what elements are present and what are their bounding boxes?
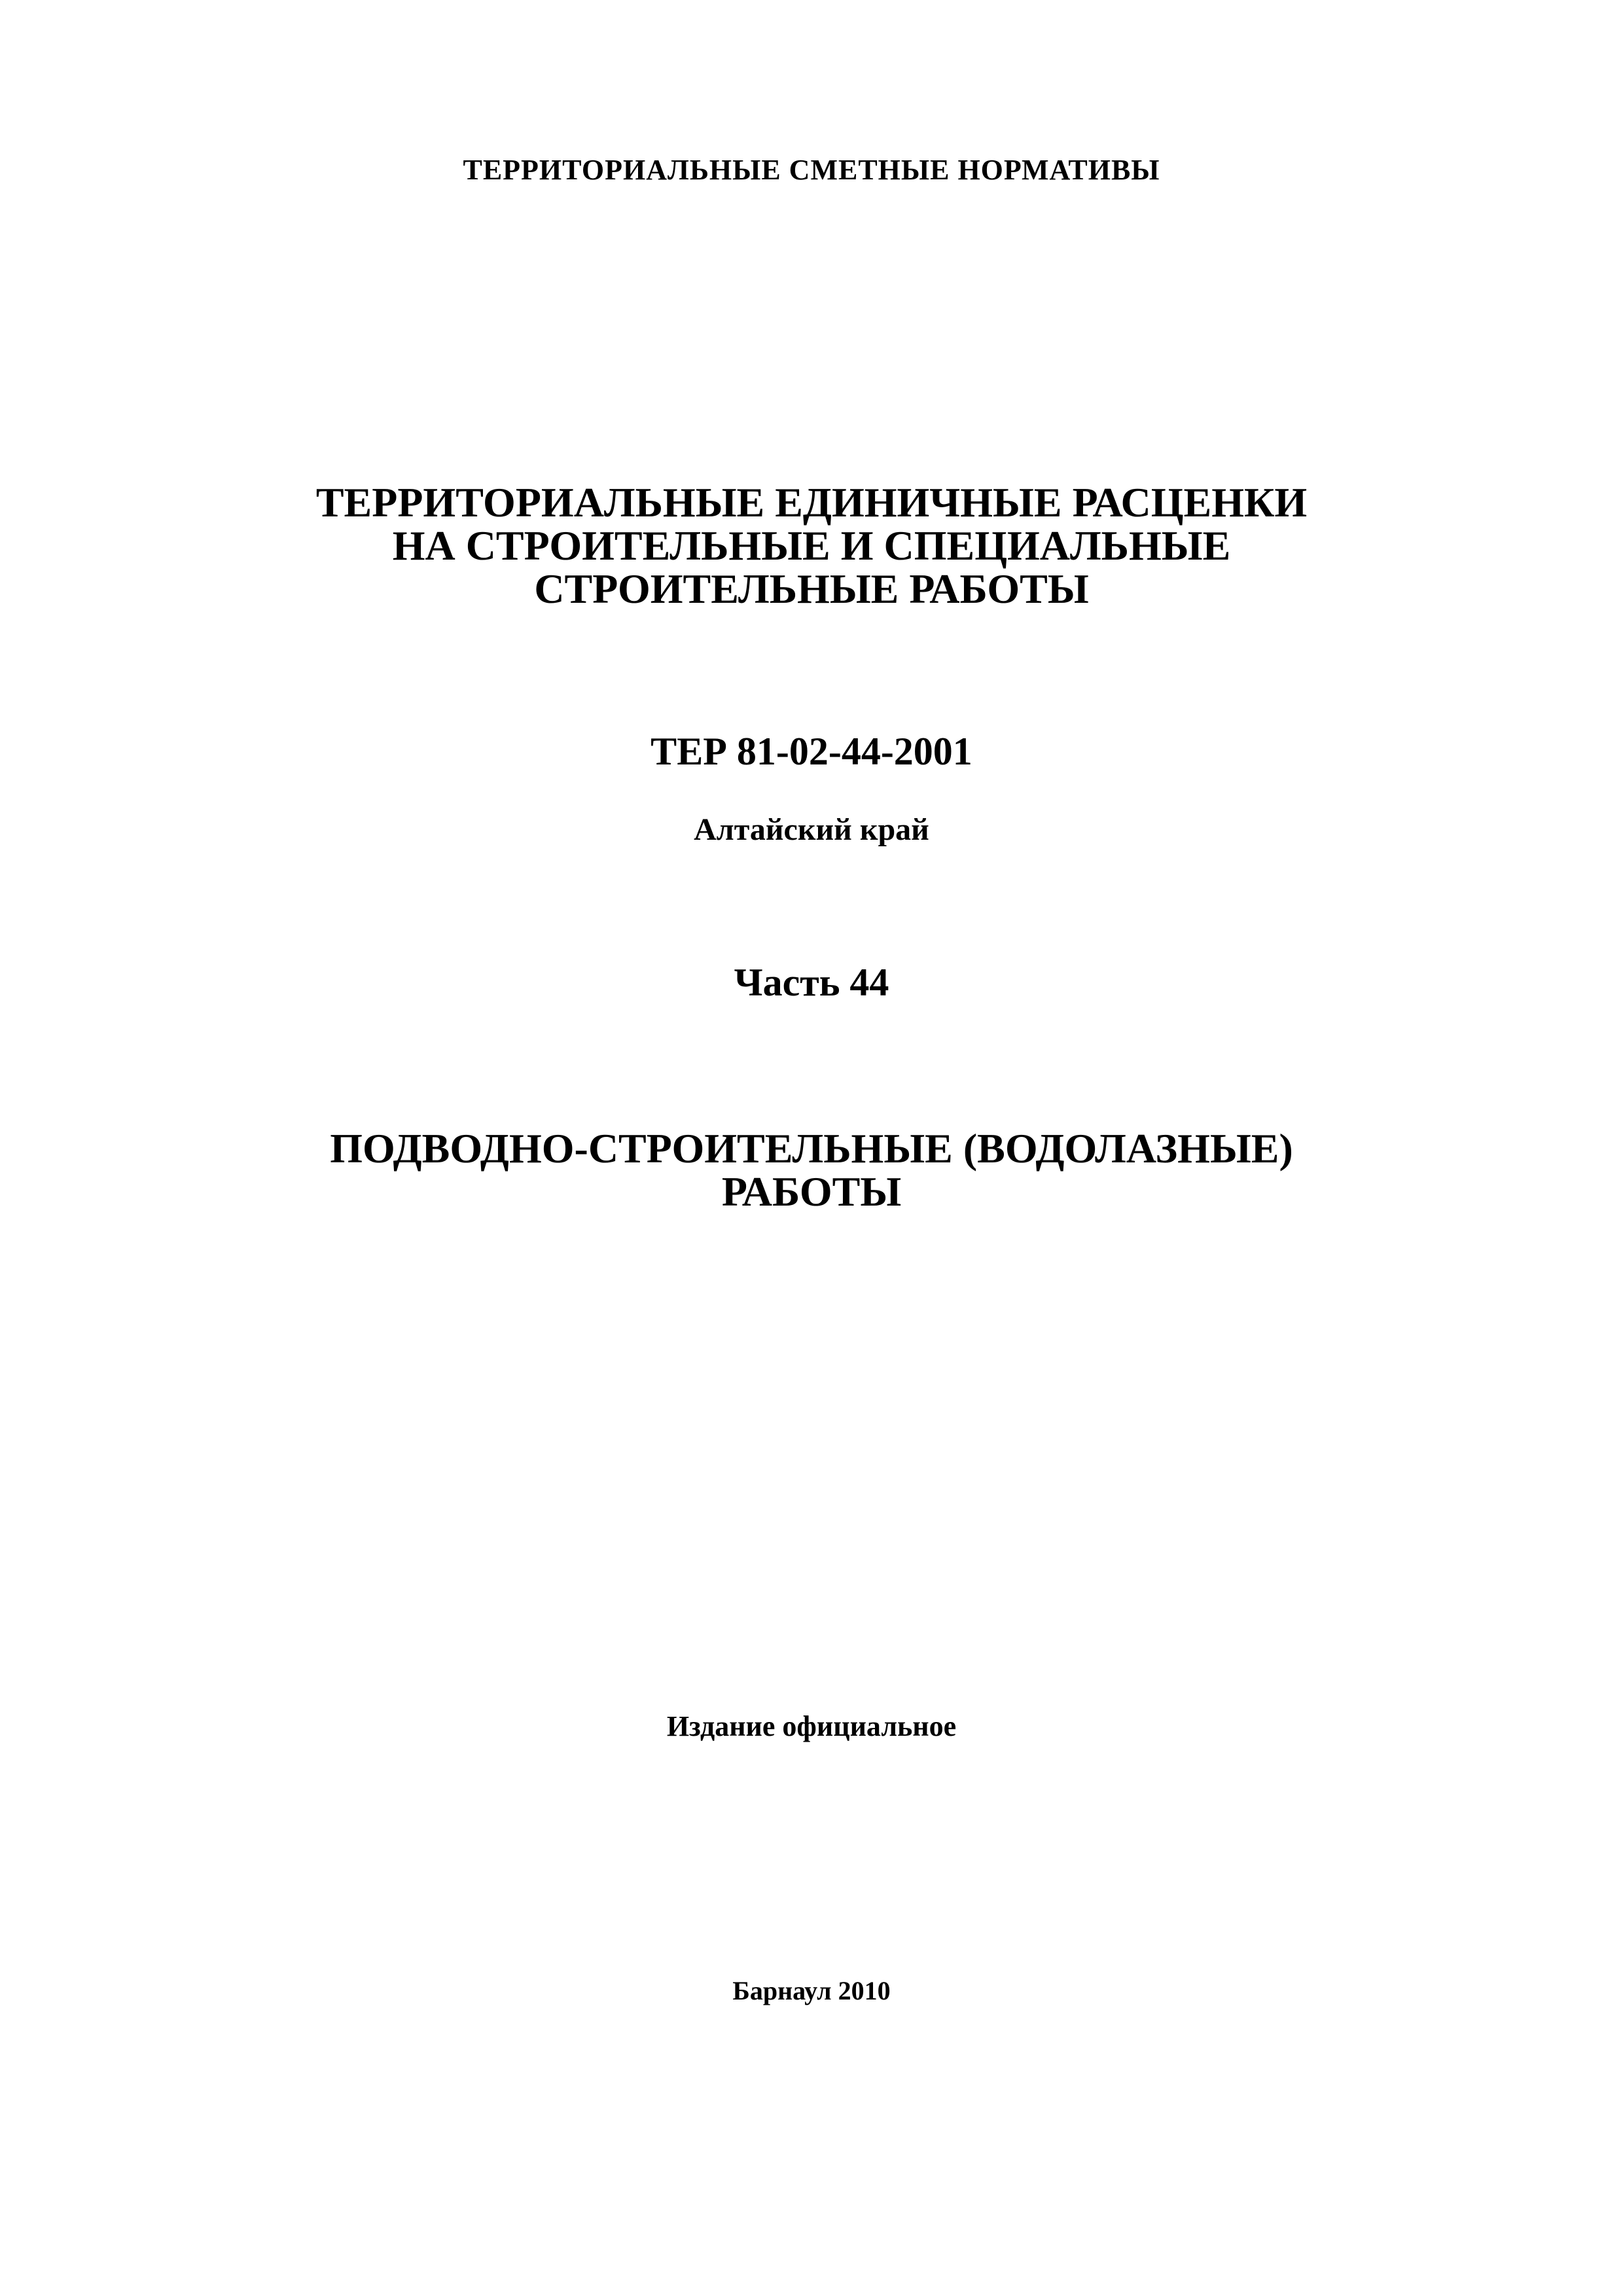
document-code: ТЕР 81-02-44-2001 [651, 730, 972, 773]
title-line: НА СТРОИТЕЛЬНЫЕ И СПЕЦИАЛЬНЫЕ [392, 522, 1231, 569]
region-name: Алтайский край [694, 812, 929, 847]
title-line: СТРОИТЕЛЬНЫЕ РАБОТЫ [534, 565, 1089, 612]
part-subject [0, 1127, 1623, 1213]
subject-line: РАБОТЫ [721, 1168, 902, 1215]
part-number: Часть 44 [734, 961, 889, 1004]
place-and-year: Барнаул 2010 [732, 1976, 891, 2005]
document-title [0, 481, 1623, 611]
edition-note: Издание официальное [666, 1710, 957, 1742]
subject-line: ПОДВОДНО-СТРОИТЕЛЬНЫЕ (ВОДОЛАЗНЫЕ) [330, 1125, 1293, 1172]
title-line: ТЕРРИТОРИАЛЬНЫЕ ЕДИНИЧНЫЕ РАСЦЕНКИ [315, 479, 1308, 526]
series-heading: ТЕРРИТОРИАЛЬНЫЕ СМЕТНЫЕ НОРМАТИВЫ [463, 154, 1160, 186]
